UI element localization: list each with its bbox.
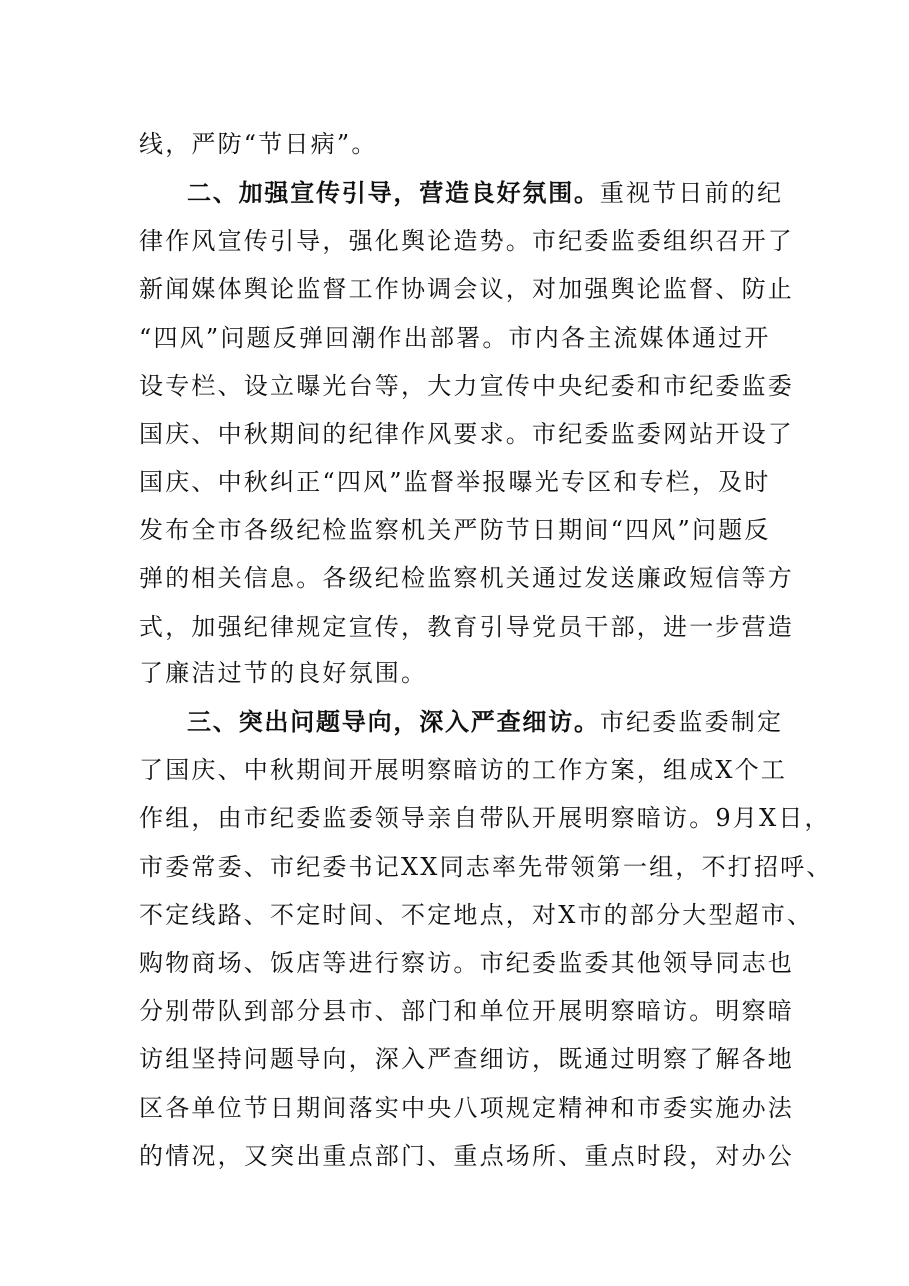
- text-line: 分别带队到部分县市、部门和单位开展明察暗访。明察暗: [139, 997, 794, 1025]
- paragraph-first-line: [187, 706, 827, 738]
- text-line: 弹的相关信息。各级纪检监察机关通过发送廉政短信等方: [139, 564, 794, 592]
- text-line: 市纪委监委制定: [599, 708, 784, 736]
- text-line: 不定线路、不定时间、不定地点，对X市的部分大型超市、: [139, 901, 814, 929]
- text-line: 重视节日前的纪: [599, 179, 784, 207]
- text-line: 律作风宣传引导，强化舆论造势。市纪委监委组织召开了: [139, 227, 794, 255]
- text-line: 购物商场、饭店等进行察访。市纪委监委其他领导同志也: [139, 949, 794, 977]
- text-line: 国庆、中秋期间的纪律作风要求。市纪委监委网站开设了: [139, 420, 794, 448]
- text-line: 发布全市各级纪检监察机关严防节日期间“四风”问题反: [139, 516, 771, 544]
- text-line: “四风”问题反弹回潮作出部署。市内各主流媒体通过开: [139, 324, 771, 352]
- text-line: 区各单位节日期间落实中央八项规定精神和市委实施办法: [139, 1094, 794, 1122]
- text-line: 国庆、中秋纠正“四风”监督举报曝光专区和专栏，及时: [139, 468, 771, 496]
- section-heading: 三、突出问题导向，深入严查细访。: [187, 708, 600, 736]
- text-line: 线，严防“节日病”。: [139, 130, 378, 158]
- text-line: 了廉洁过节的良好氛围。: [139, 659, 428, 687]
- paragraph-first-line: [187, 177, 827, 209]
- text-line: 市委常委、市纪委书记XX同志率先带领第一组，不打招呼、: [139, 853, 833, 881]
- section-heading: 二、加强宣传引导，营造良好氛围。: [187, 179, 600, 207]
- text-line: 设专栏、设立曝光台等，大力宣传中央纪委和市纪委监委: [139, 372, 794, 400]
- text-line: 的情况，又突出重点部门、重点场所、重点时段，对办公: [139, 1142, 794, 1170]
- text-line: 访组坚持问题导向，深入严查细访，既通过明察了解各地: [139, 1045, 794, 1073]
- text-line: 了国庆、中秋期间开展明察暗访的工作方案，组成X个工: [139, 756, 788, 784]
- text-line: 新闻媒体舆论监督工作协调会议，对加强舆论监督、防止: [139, 275, 794, 303]
- text-line: 作组，由市纪委监委领导亲自带队开展明察暗访。9月X日，: [139, 804, 831, 832]
- text-line: 式，加强纪律规定宣传，教育引导党员干部，进一步营造: [139, 613, 794, 641]
